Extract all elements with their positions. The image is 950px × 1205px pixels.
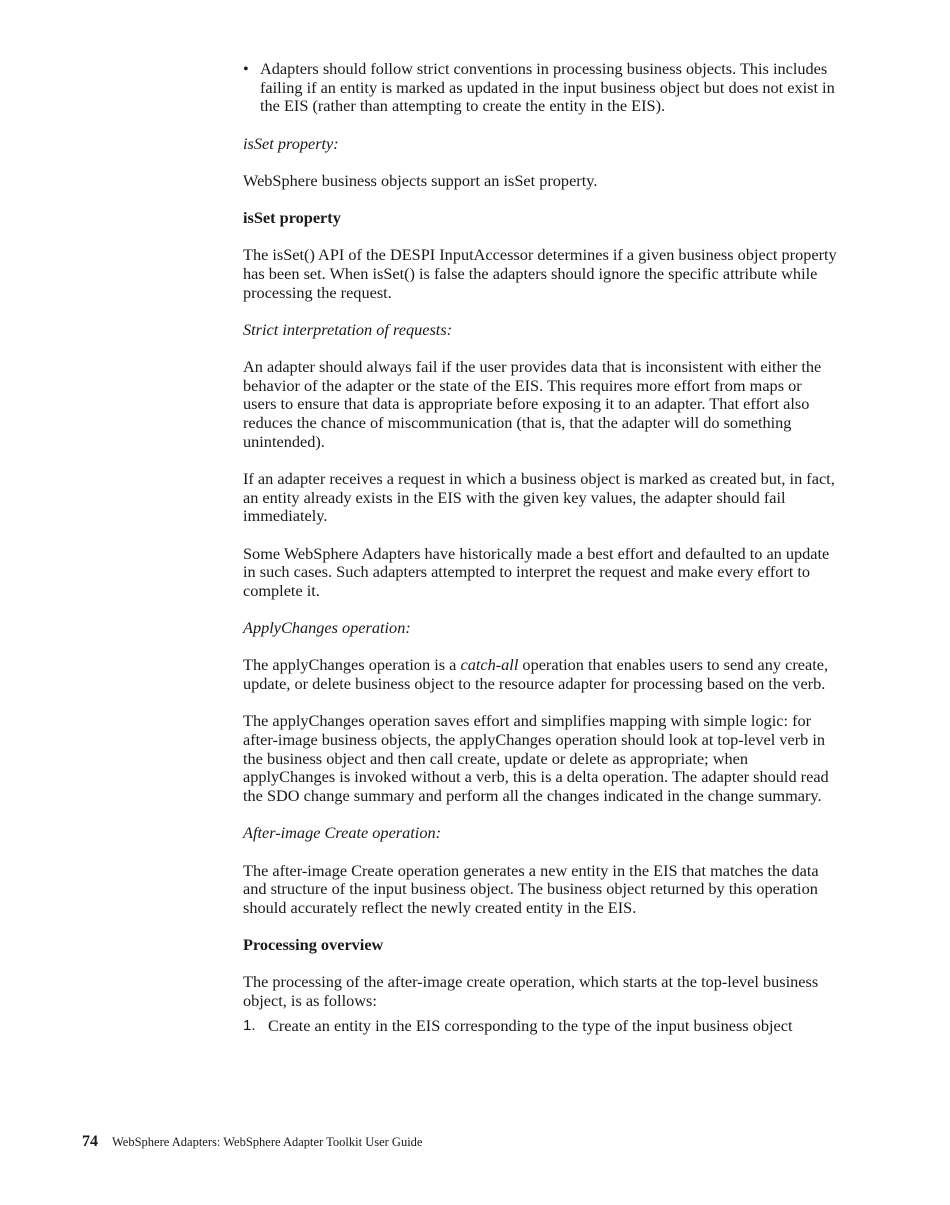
list-item-text: Adapters should follow strict conventions in processing business objects. This includes failing if an entity is marked as updated in the input business object but does not exist in the EIS (rather than attempting to create the entity in the EIS). (260, 59, 835, 116)
processing-paragraph: The processing of the after-image create operation, which starts at the top-level business object, is as follows: (243, 972, 819, 1011)
catch-all-emphasis: catch-all (460, 655, 519, 675)
applychanges-paragraph-1 (243, 656, 838, 693)
page-body (243, 60, 838, 1036)
create-paragraph: The after-image Create operation generates a new entity in the EIS that matches the data and structure of the input business object. The business object returned by this operation should accurately reflect the newly created entity in the EIS. (243, 860, 819, 917)
applychanges-text-post: operation that enables users to send any create, update, or delete business object to the resource adapter for processing based on the verb. (243, 655, 829, 694)
numbered-item-text: Create an entity in the EIS corresponding to the type of the input business object (268, 1015, 793, 1035)
page-footer (82, 1133, 422, 1151)
list-item (243, 60, 838, 116)
strict-subheading: Strict interpretation of requests: (243, 319, 453, 339)
applychanges-subheading: ApplyChanges operation: (243, 618, 411, 638)
applychanges-paragraph-2: The applyChanges operation saves effort and simplifies mapping with simple logic: for after-image business objects, the applyChanges operation should look at top-level verb in the business object and then call create, update or delete as appropriate; when applyChanges is invoked without a verb, this is a delta operation. The adapter should read the SDO change summary and perform all the changes indicated in the change summary. (243, 711, 829, 806)
strict-paragraph-1: An adapter should always fail if the user provides data that is inconsistent with either the behavior of the adapter or the state of the EIS. This requires more effort from maps or users to ensure that data is appropriate before exposing it to an adapter. That effort also reduces the chance of miscommunication (that is, that the adapter will do something unintended). (243, 357, 822, 451)
list-number: 1. (243, 1016, 256, 1034)
page-number: 74 (82, 1133, 98, 1150)
isset-section-heading: isSet property (243, 208, 341, 228)
footer-title: WebSphere Adapters: WebSphere Adapter Toolkit User Guide (112, 1135, 423, 1149)
applychanges-text-pre: The applyChanges operation is a (243, 655, 461, 675)
processing-overview-heading: Processing overview (243, 935, 384, 955)
strict-paragraph-3: Some WebSphere Adapters have historically made a best effort and defaulted to an update in such cases. Such adapters attempted to interpret the request and make every effort to complete it. (243, 543, 830, 601)
isset-intro-paragraph: WebSphere business objects support an isSet property. (243, 170, 598, 190)
strict-paragraph-2: If an adapter receives a request in which a business object is marked as created but, in fact, an entity already exists in the EIS with the given key values, the adapter should fail immediately. (243, 469, 835, 526)
numbered-list-item (243, 1017, 838, 1036)
create-subheading: After-image Create operation: (243, 823, 442, 843)
isset-paragraph: The isSet() API of the DESPI InputAccessor determines if a given business object property has been set. When isSet() is false the adapters should ignore the specific attribute while processing the request. (243, 245, 837, 302)
isset-subheading: isSet property: (243, 133, 339, 153)
bullet-mark: • (243, 59, 249, 78)
